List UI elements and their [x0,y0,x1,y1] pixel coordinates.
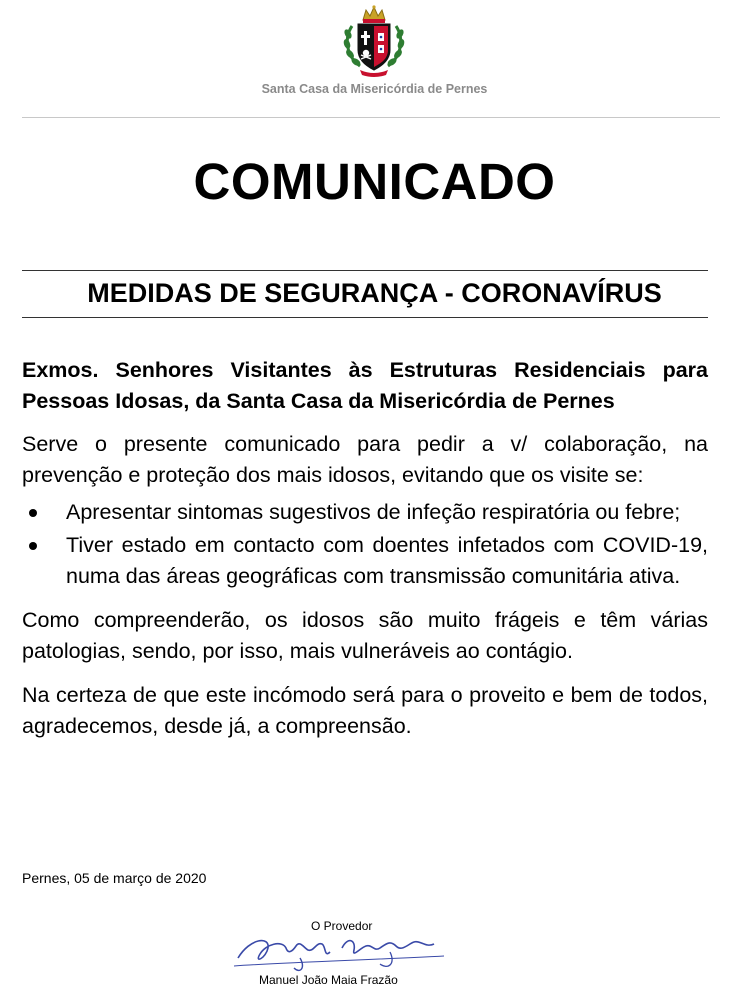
greeting-paragraph: Exmos. Senhores Visitantes às Estruturas Residenciais para Pessoas Idosas, da Santa Casa da Misericórdia de Pernes [22,358,708,413]
header-divider [22,117,720,118]
handwritten-signature-icon [230,918,450,978]
list-item-text: Apresentar sintomas sugestivos de infeção respiratória ou febre; [66,500,681,524]
list-item-text: Tiver estado em contacto com doentes infetados com COVID-19, numa das áreas geográficas com transmissão comunitária ativa. [66,533,708,588]
document-date: Pernes, 05 de março de 2020 [22,870,207,886]
subtitle-top-rule [22,270,708,271]
subtitle-bottom-rule [22,317,708,318]
notice-body [22,355,708,742]
bullet-icon [29,542,37,550]
list-item [22,497,708,528]
document-subtitle: MEDIDAS DE SEGURANÇA - CORONAVÍRUS [87,278,662,308]
coat-of-arms-icon [336,4,412,80]
document-title: COMUNICADO [193,153,556,210]
conditions-list [22,497,708,592]
vulnerability-paragraph: Como compreenderão, os idosos são muito frágeis e têm várias patologias, sendo, por isso, mais vulneráveis ao contágio. [22,608,708,663]
closing-paragraph: Na certeza de que este incómodo será para o proveito e bem de todos, agradecemos, desde já, a compreensão. [22,683,708,738]
list-item [22,530,708,592]
signer-role: O Provedor [311,919,373,933]
signer-name: Manuel João Maia Frazão [259,973,398,987]
bullet-icon [29,509,37,517]
organization-name: Santa Casa da Misericórdia de Pernes [261,82,488,96]
intro-paragraph: Serve o presente comunicado para pedir a v/ colaboração, na prevenção e proteção dos mais idosos, evitando que os visite se: [22,432,708,487]
